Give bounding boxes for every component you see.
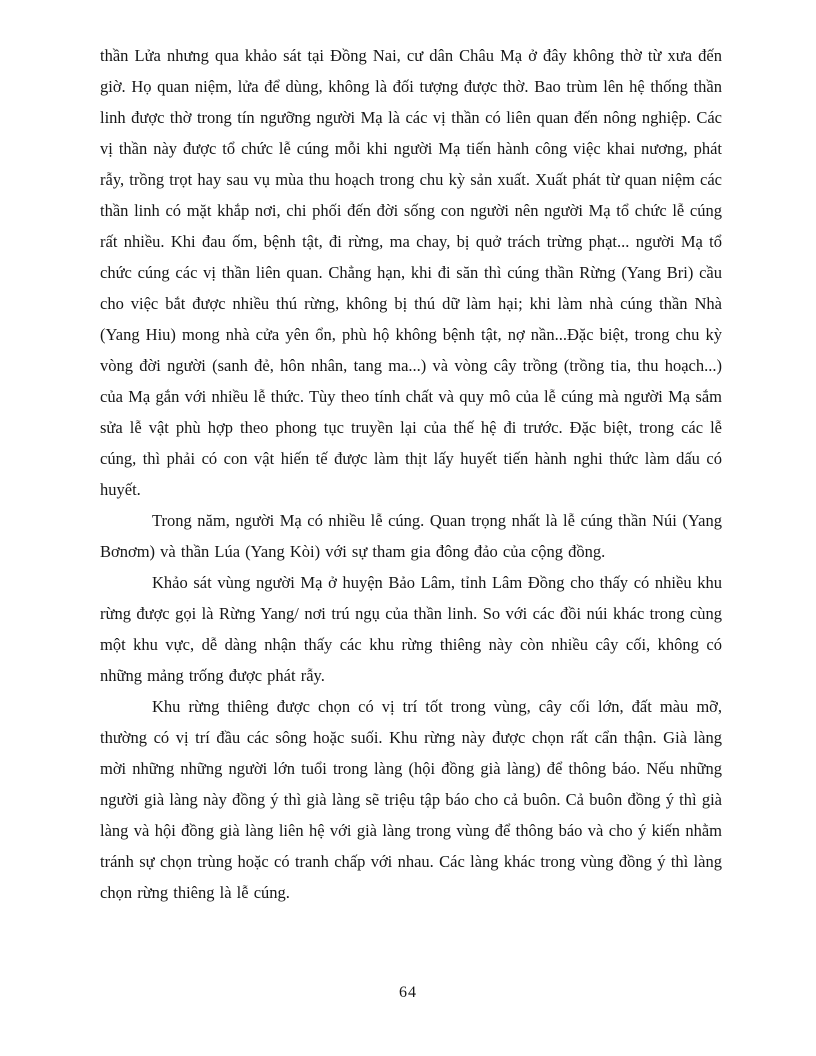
- paragraph: Khu rừng thiêng được chọn có vị trí tốt trong vùng, cây cối lớn, đất màu mỡ, thường có vị trí đầu các sông hoặc suối. Khu rừng này được chọn rất cẩn thận. Già làng mời những những người lớn tuổi trong làng (hội đồng già làng) để thông báo. Nếu những người già làng này đồng ý thì già làng sẽ triệu tập báo cho cả buôn. Cả buôn đồng ý thì già làng và hội đồng già làng liên hệ với già làng trong vùng để thông báo và cho ý kiến nhằm tránh sự chọn trùng hoặc có tranh chấp với nhau. Các làng khác trong vùng đồng ý thì làng chọn rừng thiêng là lễ cúng.: [100, 697, 722, 902]
- paragraph: thần Lửa nhưng qua khảo sát tại Đồng Nai, cư dân Châu Mạ ở đây không thờ từ xưa đến giờ. Họ quan niệm, lửa để dùng, không là đối tượng được thờ. Bao trùm lên hệ thống thần linh được thờ trong tín ngưỡng người Mạ là các vị thần có liên quan đến nông nghiệp. Các vị thần này được tổ chức lễ cúng mỗi khi người Mạ tiến hành công việc khai nương, phát rẫy, trồng trọt hay sau vụ mùa thu hoạch trong chu kỳ sản xuất. Xuất phát từ quan niệm các thần linh có mặt khắp nơi, chi phối đến đời sống con người nên người Mạ tổ chức lễ cúng rất nhiều. Khi đau ốm, bệnh tật, đi rừng, ma chay, bị quở trách trừng phạt... người Mạ tổ chức cúng các vị thần liên quan. Chẳng hạn, khi đi săn thì cúng thần Rừng (Yang Bri) cầu cho việc bắt được nhiều thú rừng, không bị thú dữ làm hại; khi làm nhà cúng thần Nhà (Yang Hiu) mong nhà cửa yên ổn, phù hộ không bệnh tật, nợ nần...Đặc biệt, trong chu kỳ vòng đời người (sanh đẻ, hôn nhân, tang ma...) và vòng cây trồng (trồng tia, thu hoạch...) của Mạ gắn với nhiều lễ thức. Tùy theo tính chất và quy mô của lễ cúng mà người Mạ sắm sửa lễ vật phù hợp theo phong tục truyền lại của thế hệ đi trước. Đặc biệt, trong các lễ cúng, thì phải có con vật hiến tế được làm thịt lấy huyết tiến hành nghi thức làm dấu có huyết.: [100, 46, 722, 499]
- page-number: 64: [399, 984, 417, 1001]
- paragraph: Trong năm, người Mạ có nhiều lễ cúng. Quan trọng nhất là lễ cúng thần Núi (Yang Bơnơm) và thần Lúa (Yang Kòi) với sự tham gia đông đảo của cộng đồng.: [100, 511, 722, 561]
- body-text: [100, 40, 722, 908]
- paragraph: Khảo sát vùng người Mạ ở huyện Bảo Lâm, tỉnh Lâm Đồng cho thấy có nhiều khu rừng được gọi là Rừng Yang/ nơi trú ngụ của thần linh. So với các đồi núi khác trong cùng một khu vực, dễ dàng nhận thấy các khu rừng thiêng này còn nhiều cây cối, không có những mảng trống được phát rẫy.: [100, 573, 722, 685]
